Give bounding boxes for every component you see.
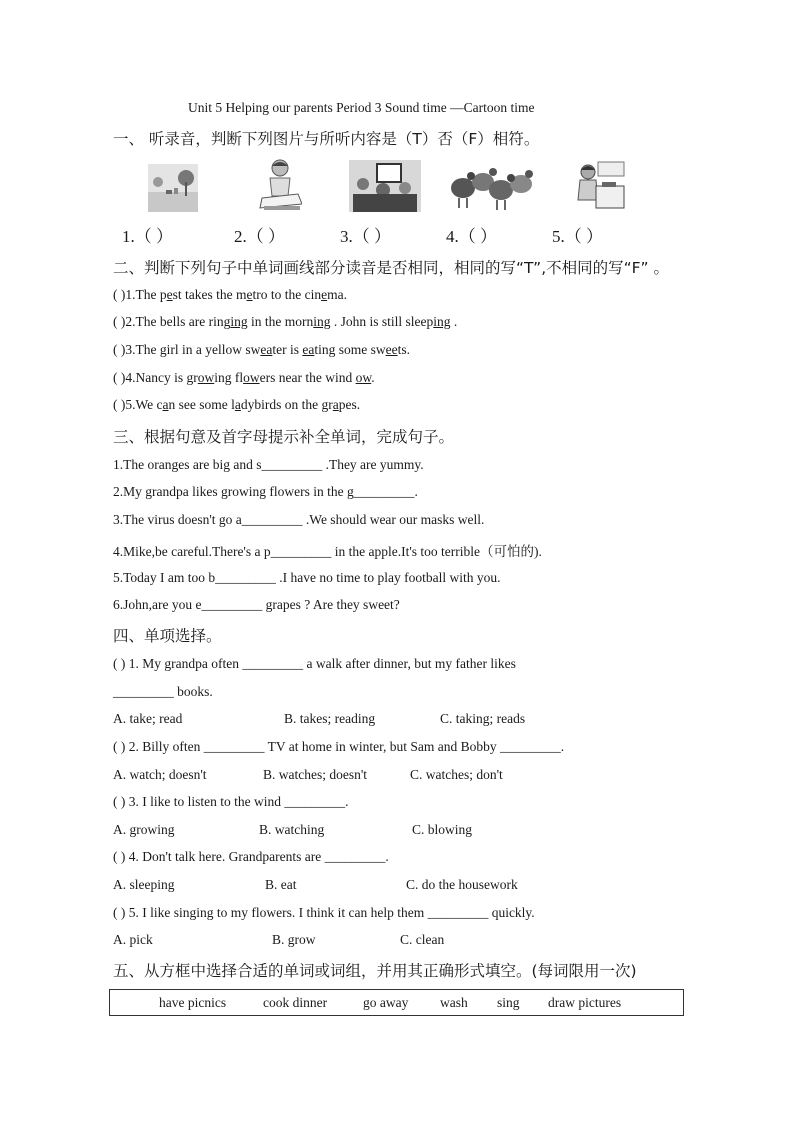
sentence-text: tro to the cin	[252, 287, 322, 302]
page-title: Unit 5 Helping our parents Period 3 Sound time —Cartoon time	[188, 100, 535, 115]
sentence-text: ma.	[327, 287, 347, 302]
word-option: sing	[497, 995, 520, 1010]
word-option: have picnics	[159, 995, 227, 1010]
fill-sentence-1[interactable]: 1.The oranges are big and s_________ .They are yummy.	[113, 457, 424, 472]
underlined-letters: ee	[385, 342, 398, 357]
fill-sentence-4[interactable]: 4.Mike,be careful.There's a p_________ in the apple.It's too terrible（可怕的).	[113, 544, 542, 559]
word-option: go away	[363, 995, 409, 1010]
sentence-text: ts.	[397, 342, 410, 357]
word-option: cook dinner	[263, 995, 328, 1010]
underlined-letters: a	[162, 397, 169, 412]
answer-paren[interactable]: ( )	[113, 342, 126, 357]
answer-paren[interactable]: ( )	[113, 314, 126, 329]
section-1-heading: 一、 听录音，判断下列图片与所听内容是（T）否（F）相符。	[113, 130, 540, 148]
answer-blank-3[interactable]: 3.（ ）	[340, 227, 391, 246]
park-scene-icon	[148, 164, 198, 212]
question-1-continued: _________ books.	[113, 684, 213, 699]
word-box	[109, 989, 684, 1016]
sentence-text: 4.Nancy is gr	[125, 370, 198, 385]
option-5c[interactable]: C. clean	[400, 932, 445, 947]
sentence-text: 3.The girl in a yellow sw	[125, 342, 261, 357]
word-option: draw pictures	[548, 995, 622, 1010]
word-option: wash	[440, 995, 468, 1010]
option-5b[interactable]: B. grow	[272, 932, 316, 947]
underlined-letters: ea	[260, 342, 273, 357]
section-5-heading: 五、从方框中选择合适的单词或词组，并用其正确形式填空。(每词限用一次)	[113, 962, 637, 980]
option-3a[interactable]: A. growing	[113, 822, 175, 837]
question-4[interactable]: ( ) 4. Don't talk here. Grandparents are _________.	[113, 849, 389, 864]
option-1b[interactable]: B. takes; reading	[284, 711, 376, 726]
option-5a[interactable]: A. pick	[113, 932, 153, 947]
sentence-text: dybirds on the gr	[240, 397, 333, 412]
section-2-heading: 二、判断下列句子中单词画线部分读音是否相同，相同的写“T”,不相同的写“F” 。	[113, 259, 670, 277]
question-1[interactable]: ( ) 1. My grandpa often _________ a walk after dinner, but my father likes	[113, 656, 516, 671]
option-2b[interactable]: B. watches; doesn't	[263, 767, 368, 782]
underlined-letters: ow	[355, 370, 372, 385]
underlined-letters: ea	[302, 342, 315, 357]
sentence-text: in the morn	[247, 314, 314, 329]
judge-sentence	[113, 370, 375, 386]
underlined-letters: ing	[313, 314, 331, 329]
judge-sentence	[113, 397, 360, 413]
judge-sentence	[113, 342, 410, 358]
sentence-text: 5.We c	[125, 397, 163, 412]
sentence-text: 2.The bells are ring	[125, 314, 231, 329]
option-2a[interactable]: A. watch; doesn't	[113, 767, 207, 782]
underlined-letters: a	[234, 397, 241, 412]
underlined-letters: e	[246, 287, 253, 302]
underlined-letters: ing	[433, 314, 451, 329]
option-3b[interactable]: B. watching	[259, 822, 325, 837]
option-4a[interactable]: A. sleeping	[113, 877, 175, 892]
question-5[interactable]: ( ) 5. I like singing to my flowers. I think it can help them _________ quickly.	[113, 905, 535, 920]
option-2c[interactable]: C. watches; don't	[410, 767, 503, 782]
sentence-text: st takes the m	[172, 287, 247, 302]
sentence-text: pes.	[338, 397, 361, 412]
girl-cooking-icon	[572, 160, 626, 210]
question-2[interactable]: ( ) 2. Billy often _________ TV at home in winter, but Sam and Bobby _________.	[113, 739, 565, 754]
fill-sentence-6[interactable]: 6.John,are you e_________ grapes ? Are they sweet?	[113, 597, 400, 612]
option-4b[interactable]: B. eat	[265, 877, 297, 892]
option-1c[interactable]: C. taking; reads	[440, 711, 526, 726]
section-3-heading: 三、根据句意及首字母提示补全单词，完成句子。	[113, 428, 455, 446]
hens-icon	[449, 162, 535, 212]
sentence-text: n see some l	[168, 397, 235, 412]
underlined-letters: e	[321, 287, 328, 302]
judge-sentence	[113, 287, 347, 303]
answer-paren[interactable]: ( )	[113, 397, 126, 412]
fill-sentence-2[interactable]: 2.My grandpa likes growing flowers in the g_________.	[113, 484, 418, 499]
answer-blank-2[interactable]: 2.（ ）	[234, 227, 285, 246]
fill-sentence-5[interactable]: 5.Today I am too b_________ .I have no time to play football with you.	[113, 570, 501, 585]
sentence-text: .	[450, 314, 458, 329]
answer-blank-4[interactable]: 4.（ ）	[446, 227, 497, 246]
underlined-letters: ing	[230, 314, 248, 329]
sentence-text: .	[371, 370, 375, 385]
sentence-text: ing fl	[214, 370, 244, 385]
option-4c[interactable]: C. do the housework	[406, 877, 518, 892]
sentence-text: 1.The p	[125, 287, 167, 302]
question-3[interactable]: ( ) 3. I like to listen to the wind _________.	[113, 794, 349, 809]
underlined-letters: e	[166, 287, 173, 302]
judge-sentence	[113, 314, 457, 330]
fill-sentence-3[interactable]: 3.The virus doesn't go a_________ .We should wear our masks well.	[113, 512, 485, 527]
answer-blank-1[interactable]: 1.（ ）	[122, 227, 173, 246]
boy-cleaning-icon	[258, 158, 302, 214]
option-3c[interactable]: C. blowing	[412, 822, 473, 837]
underlined-letters: ow	[243, 370, 260, 385]
sentence-text: ers near the wind	[259, 370, 356, 385]
section-4-heading: 四、单项选择。	[113, 627, 222, 645]
answer-blank-5[interactable]: 5.（ ）	[552, 227, 603, 246]
answer-paren[interactable]: ( )	[113, 370, 126, 385]
sentence-text: ter is	[272, 342, 303, 357]
sentence-text: . John is still sleep	[330, 314, 434, 329]
family-tv-icon	[349, 160, 421, 212]
underlined-letters: a	[332, 397, 339, 412]
answer-paren[interactable]: ( )	[113, 287, 126, 302]
option-1a[interactable]: A. take; read	[113, 711, 183, 726]
sentence-text: ting some sw	[314, 342, 386, 357]
underlined-letters: ow	[197, 370, 215, 385]
